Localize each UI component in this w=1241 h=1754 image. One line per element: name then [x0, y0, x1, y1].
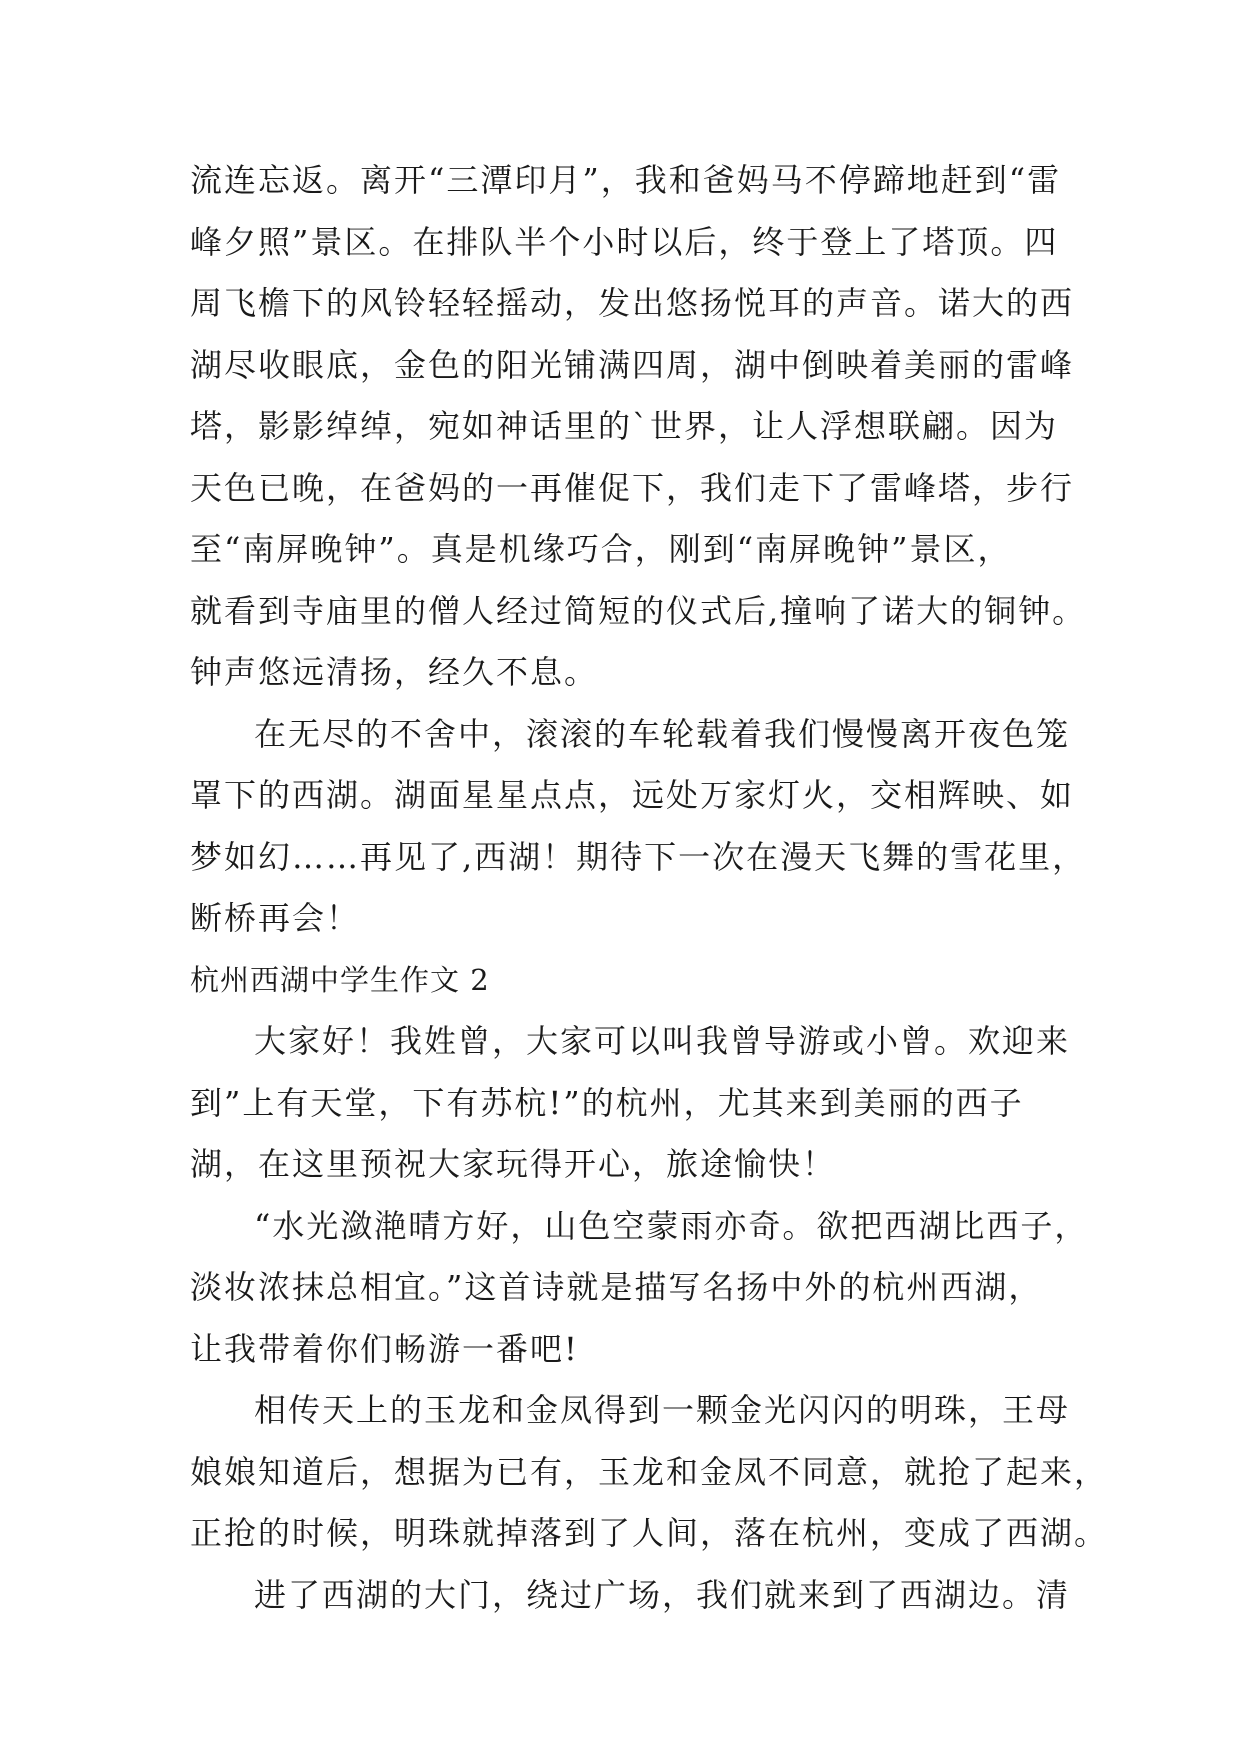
text-line: 淡妆浓抹总相宜。”这首诗就是描写名扬中外的杭州西湖，: [190, 1268, 1043, 1306]
text-line: 湖，在这里预祝大家玩得开心，旅途愉快！: [190, 1145, 837, 1183]
text-line: 周飞檐下的风铃轻轻摇动，发出悠扬悦耳的声音。诺大的西: [190, 284, 1075, 322]
text-line: 到”上有天堂，下有苏杭!”的杭州，尤其来到美丽的西子: [190, 1083, 1024, 1122]
text-line: 天色已晚，在爸妈的一再催促下，我们走下了雷峰塔，步行: [190, 468, 1075, 507]
text-line: “水光潋滟晴方好，山色空蒙雨亦奇。欲把西湖比西子，: [254, 1206, 1089, 1245]
text-line: 进了西湖的大门，绕过广场，我们就来到了西湖边。清: [254, 1575, 1071, 1614]
document-page: [190, 150, 1109, 1626]
text-line: 娘娘知道后，想据为已有，玉龙和金凤不同意，就抢了起来，: [190, 1452, 1109, 1491]
text-line: 大家好！我姓曾，大家可以叫我曾导游或小曾。欢迎来: [254, 1022, 1071, 1060]
text-line: 梦如幻……再见了,西湖！期待下一次在漫天飞舞的雪花里，: [190, 837, 1087, 876]
text-line: 让我带着你们畅游一番吧!: [190, 1329, 579, 1368]
text-line: 至“南屏晚钟”。真是机缘巧合，刚到“南屏晚钟”景区，: [190, 530, 1012, 568]
paragraph-6: [190, 1565, 1071, 1627]
paragraph-2: [190, 704, 1087, 950]
text-line: 相传天上的玉龙和金凤得到一颗金光闪闪的明珠，王母: [254, 1391, 1071, 1429]
text-line: 正抢的时候，明珠就掉落到了人间，落在杭州，变成了西湖。: [190, 1514, 1109, 1552]
paragraph-3: [190, 1011, 1071, 1196]
paragraph-4: [190, 1196, 1089, 1381]
text-line: 断桥再会！: [190, 899, 361, 937]
paragraph-1: [190, 150, 1087, 704]
text-line: 湖尽收眼底，金色的阳光铺满四周，湖中倒映着美丽的雷峰: [190, 345, 1075, 384]
text-line: 峰夕照”景区。在排队半个小时以后，终于登上了塔顶。四: [190, 222, 1059, 261]
text-line: 在无尽的不舍中，滚滚的车轮载着我们慢慢离开夜色笼: [254, 714, 1071, 753]
paragraph-5: [190, 1380, 1109, 1565]
text-line: 流连忘返。离开“三潭印月”，我和爸妈马不停蹄地赶到“雷: [190, 161, 1062, 199]
section-heading: 杭州西湖中学生作文 2: [190, 962, 490, 997]
text-line: 塔，影影绰绰，宛如神话里的`世界，让人浮想联翩。因为: [190, 407, 1059, 445]
text-line: 罩下的西湖。湖面星星点点，远处万家灯火，交相辉映、如: [190, 776, 1075, 814]
text-line: 就看到寺庙里的僧人经过简短的仪式后,撞响了诺大的铜钟。: [190, 591, 1087, 630]
text-line: 钟声悠远清扬，经久不息。: [190, 653, 599, 691]
